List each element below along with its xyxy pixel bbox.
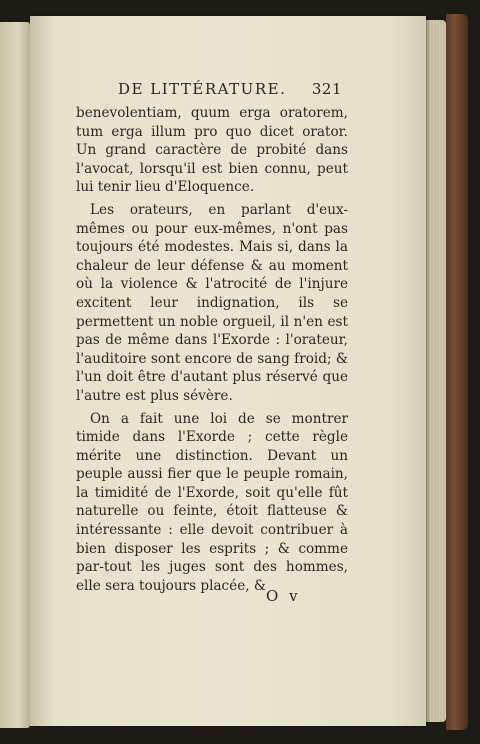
- facing-page-edge: [0, 22, 30, 728]
- signature-mark: O v: [266, 587, 301, 605]
- running-title: DE LITTÉRATURE.: [118, 80, 287, 98]
- page-edges: [424, 20, 446, 722]
- book-cover: [446, 14, 468, 730]
- body-text: [76, 104, 348, 599]
- paragraph-1: benevolentiam, quum erga oratorem, tum erga illum pro quo dicet orator. Un grand caractère de probité dans l'avocat, lorsqu'il est bien connu, peut lui tenir lieu d'Eloquence.: [76, 105, 348, 196]
- paragraph-3: On a fait une loi de se montrer timide dans l'Exorde ; cette règle mérite une distinction. Devant un peuple aussi fier que le peuple romain, la timidité de l'Exorde, soit qu'elle fût naturelle ou feinte, étoit flatteuse & intéressante : elle devoit contribuer à bien disposer les esprits ; & comme par-tout les juges sont des hommes, elle sera toujours placée, &: [76, 410, 348, 594]
- paragraph-2: Les orateurs, en parlant d'eux-mêmes ou pour eux-mêmes, n'ont pas toujours été modestes. Mais si, dans la chaleur de leur défense & au moment où la violence & l'atrocité de l'injure excitent leur indignation, ils se permettent un noble orgueil, il n'en est pas de même dans l'Exorde : l'orateur, l'auditoire sont encore de sang froid; & l'un doit être d'autant plus réservé que l'autre est plus sévère.: [76, 201, 348, 404]
- running-header: [118, 80, 342, 102]
- page-number: 321: [311, 80, 342, 98]
